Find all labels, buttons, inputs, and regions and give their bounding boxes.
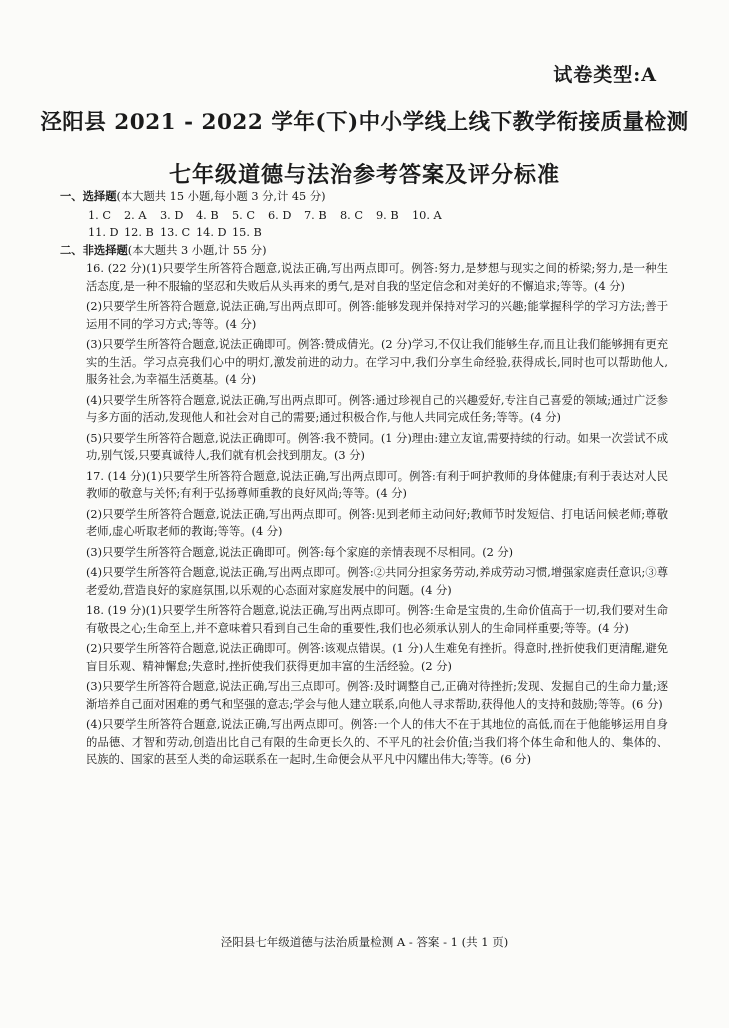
answer-paragraph: (5)只要学生所答符合题意,说法正确即可。例答:我不赞同。(1 分)理由:建立友谊,需要持续的行动。如果一次尝试不成功,别气馁,只要真诚待人,我们就有机会找到朋友。(3 分) xyxy=(86,431,668,462)
answer-paragraph: (2)只要学生所答符合题意,说法正确,写出两点即可。例答:能够发现并保持对学习的兴趣;能掌握科学的学习方法;善于运用不同的学习方式;等等。(4 分) xyxy=(86,300,668,331)
section-1-title: 一、选择题 xyxy=(60,189,117,203)
document-title: 泾阳县 2021 - 2022 学年(下)中小学线上线下教学衔接质量检测 xyxy=(40,110,689,135)
answer-paragraph: (4)只要学生所答符合题意,说法正确,写出两点即可。例答:通过珍视自己的兴趣爱好,专注自己喜爱的领域;通过广泛参与多方面的活动,发现他人和社会对自己的需要;通过积极合作,与他人共同完成任务;等等。(4 分) xyxy=(86,393,668,424)
answer-item: 5. C xyxy=(232,208,256,222)
answer-paragraph: (2)只要学生所答符合题意,说法正确即可。例答:该观点错误。(1 分)人生难免有挫折。得意时,挫折使我们更清醒,避免盲目乐观、精神懈怠;失意时,挫折使我们获得更加丰富的生活经验。(2 分) xyxy=(86,642,668,673)
answer-paragraph: 18. (19 分)(1)只要学生所答符合题意,说法正确,写出两点即可。例答:生命是宝贵的,生命价值高于一切,我们要对生命有敬畏之心;生命至上,并不意味着只看到自己生命的重要性,我们也必须承认别人的生命同样重要;等等。(4 分) xyxy=(86,604,668,635)
answer-row-1 xyxy=(88,207,668,225)
answer-paragraph: 17. (14 分)(1)只要学生所答符合题意,说法正确,写出两点即可。例答:有利于呵护教师的身体健康;有利于表达对人民教师的敬意与关怀;有利于弘扬尊师重教的良好风尚;等等。(4 分) xyxy=(86,469,668,500)
answer-item: 10. A xyxy=(412,208,442,222)
answer-item: 12. B xyxy=(124,226,154,239)
answer-paragraph: (4)只要学生所答符合题意,说法正确,写出两点即可。例答:②共同分担家务劳动,养成劳动习惯,增强家庭责任意识;③尊老爱幼,营造良好的家庭氛围,以乐观的心态面对家庭发展中的问题。(4 分) xyxy=(86,566,668,597)
section-1-note: (本大题共 15 小题,每小题 3 分,计 45 分) xyxy=(116,190,326,203)
answer-item: 11. D xyxy=(88,226,119,239)
page-footer: 泾阳县七年级道德与法治质量检测 A - 答案 - 1 (共 1 页) xyxy=(220,935,509,949)
answer-item: 4. B xyxy=(196,208,219,222)
answer-paragraph: (4)只要学生所答符合题意,说法正确,写出两点即可。例答:一个人的伟大不在于其地位的高低,而在于他能够运用自身的品德、才智和劳动,创造出比自己有限的生命更长久的、不平凡的社会价值;当我们将个体生命和他人的、集体的、民族的、国家的甚至人类的命运联系在一起时,生命便会从平凡中闪耀出伟大;等等。(6 分) xyxy=(86,718,668,766)
answer-paragraph: (3)只要学生所答符合题意,说法正确即可。例答:每个家庭的亲情表现不尽相同。(2 分) xyxy=(86,545,514,559)
answer-item: 14. D xyxy=(196,226,227,239)
question-16-answers xyxy=(86,260,668,465)
answer-paragraph: (3)只要学生所答符合题意,说法正确,写出三点即可。例答:及时调整自己,正确对待挫折;发现、发掘自己的生命力量;逐渐培养自己面对困难的勇气和坚强的意志;学会与他人建立联系,向他人寻求帮助,获得他人的支持和鼓励;等等。(6 分) xyxy=(86,680,668,711)
choice-answers xyxy=(88,207,668,242)
answer-item: 1. C xyxy=(88,208,112,222)
answer-row-2 xyxy=(88,224,668,242)
question-18-answers xyxy=(86,602,668,769)
answer-content xyxy=(62,188,668,772)
section-2-heading xyxy=(60,242,668,260)
section-1-heading xyxy=(60,188,668,206)
answer-paragraph: 16. (22 分)(1)只要学生所答符合题意,说法正确,写出两点即可。例答:努力,是梦想与现实之间的桥梁;努力,是一种生活态度,是一种不服输的坚忍和失败后从头再来的勇气,是对自我的坚定信念和对美好的不懈追求;等等。(4 分) xyxy=(86,262,668,293)
paper-type-label: 试卷类型:A xyxy=(553,64,657,86)
question-17-answers xyxy=(86,468,668,600)
answer-paragraph: (2)只要学生所答符合题意,说法正确,写出两点即可。例答:见到老师主动问好;教师节时发短信、打电话问候老师;尊敬老师,虚心听取老师的教诲;等等。(4 分) xyxy=(86,507,668,538)
answer-item: 6. D xyxy=(268,208,292,222)
answer-item: 9. B xyxy=(376,208,399,222)
section-2-note: (本大题共 3 小题,计 55 分) xyxy=(127,243,267,257)
document-subtitle: 七年级道德与法治参考答案及评分标准 xyxy=(168,162,560,188)
answer-item: 7. B xyxy=(304,208,327,222)
answer-item: 15. B xyxy=(232,226,262,239)
answer-item: 13. C xyxy=(160,226,191,239)
answer-item: 3. D xyxy=(160,208,184,222)
section-2-title: 二、非选择题 xyxy=(60,242,128,257)
answer-item: 2. A xyxy=(124,208,147,222)
answer-paragraph: (3)只要学生所答符合题意,说法正确即可。例答:赞成倩光。(2 分)学习,不仅让我们能够生存,而且让我们能够拥有更充实的生活。学习点亮我们心中的明灯,激发前进的动力。在学习中,我们分享生命经验,获得成长,同时也可以帮助他人,服务社会,为幸福生活奠基。(4 分) xyxy=(86,338,668,386)
answer-item: 8. C xyxy=(340,208,364,222)
